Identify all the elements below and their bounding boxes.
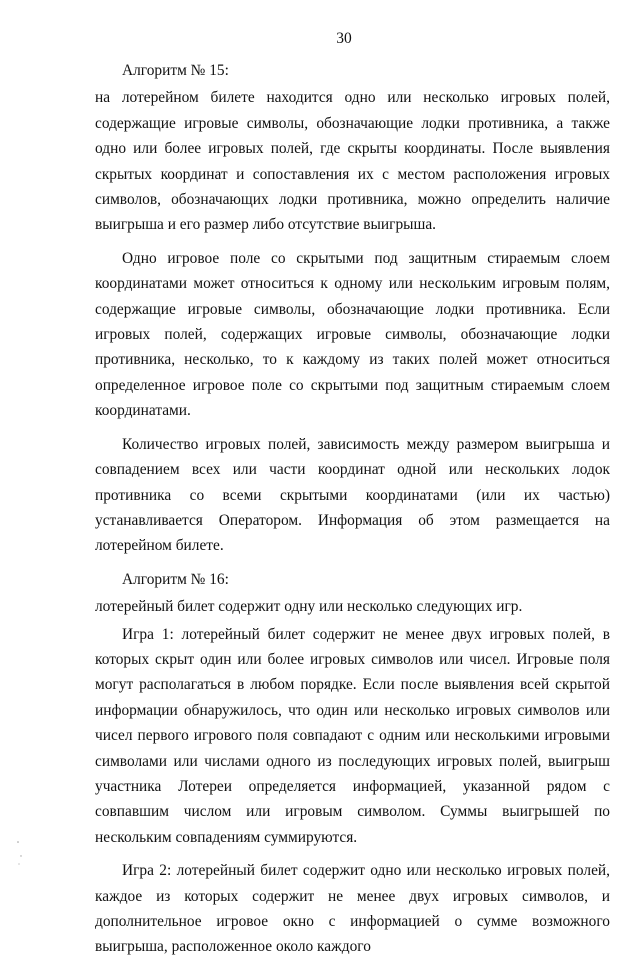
paragraph-operator-settings: Количество игровых полей, зависимость между размером выигрыша и совпадением всех или части координат одной или нескольких лодок противника со всеми скрытыми координатами (или их частью) устанавливается Оператором. Информация об этом размещается на лотерейном билете. [95,435,610,555]
algorithm-15-paragraph: на лотерейном билете находится одно или несколько игровых полей, содержащие игровые символы, обозначающие лодки противника, а также одно или более игровых полей, где скрыты координаты. После выявления скрытых координат и сопоставления их с местом расположения игровых символов, обозначающих лодки противника, можно определить наличие выигрыша и его размер либо отсутствие выигрыша. [95,89,610,234]
page-content [95,58,610,960]
algorithm-15-heading: Алгоритм № 15: [122,62,229,79]
algorithm-16-heading: Алгоритм № 16: [122,570,229,588]
game-1-paragraph: Игра 1: лотерейный билет содержит не менее двух игровых полей, в которых скрыт один или более игровых символов или чисел. Игровые поля могут располагаться в любом порядке. Если после выявления всей скрытой информации обнаружилось, что один или несколько игровых символов или чисел первого игрового поля совпадают с одним или несколькими игровыми символами или числами одного из последующих игровых полей, выигрыш участника Лотереи определяется информацией, указанной рядом с совпавшим числом или игровым символом. Суммы выигрышей по нескольким совпадениям суммируются. [95,625,610,846]
scan-mark [12,838,26,878]
paragraph-coordinates-field: Одно игровое поле со скрытыми под защитным стираемым слоем координатами может относиться к одному или нескольким игровым полям, содержащие игровые символы, обозначающие лодки противника. Если игровых полей, содержащих игровые символы, обозначающие лодки противника, несколько, то к каждому из таких полей может относиться определенное игровое поле со скрытыми под защитным стираемым слоем координатами. [95,249,610,420]
algorithm-16-paragraph: лотерейный билет содержит одну или несколько следующих игр. [95,598,523,616]
page-number: 30 [336,30,352,47]
game-2-paragraph: Игра 2: лотерейный билет содержит одно или несколько игровых полей, каждое из которых содержит не менее двух игровых символов, и дополнительное игровое окно с информацией о сумме возможного выигрыша, расположенное около каждого [95,862,610,956]
scan-speck-icon [12,838,26,878]
